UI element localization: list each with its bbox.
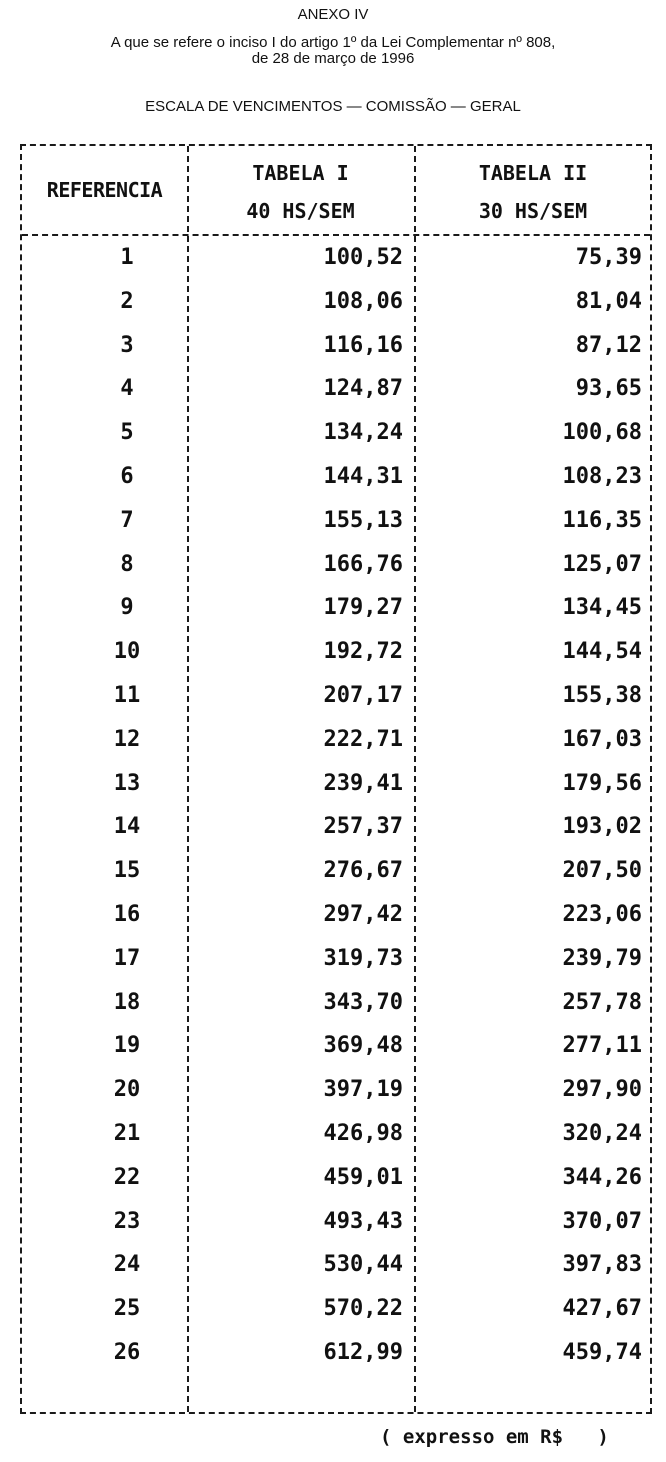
table-row [22,411,650,455]
referencia-cell: 20 [113,1077,141,1103]
tabela-1-cell: 397,19 [323,1077,403,1103]
table-row [22,543,650,587]
table-row [22,630,650,674]
tabela-1-cell: 570,22 [323,1296,403,1322]
referencia-cell: 3 [120,332,134,358]
referencia-cell: 8 [120,551,134,577]
referencia-cell: 15 [113,858,141,884]
referencia-cell: 16 [113,901,141,927]
tabela-1-cell: 207,17 [323,682,403,708]
referencia-cell: 11 [113,682,141,708]
table-row [22,586,650,630]
tabela-1-cell: 239,41 [323,770,403,796]
tabela-2-cell: 155,38 [562,682,642,708]
tabela-1-cell: 369,48 [323,1033,403,1059]
tabela-2-cell: 239,79 [562,945,642,971]
tabela-2-cell: 370,07 [562,1208,642,1234]
table-row [22,499,650,543]
referencia-cell: 26 [113,1339,141,1365]
tabela-1-cell: 612,99 [323,1339,403,1365]
table-row [22,762,650,806]
referencia-cell: 6 [120,463,134,489]
tabela-1-cell: 426,98 [323,1120,403,1146]
column-header-tabela-1 [187,154,414,230]
referencia-cell: 23 [113,1208,141,1234]
referencia-cell: 2 [120,288,134,314]
table-row [22,280,650,324]
column-header-referencia: REFERENCIA [46,178,163,202]
tabela-2-hours: 30 HS/SEM [478,199,588,223]
tabela-2-cell: 223,06 [562,901,642,927]
tabela-2-cell: 100,68 [562,420,642,446]
table-row [22,937,650,981]
table-row [22,1243,650,1287]
tabela-2-cell: 277,11 [562,1033,642,1059]
tabela-2-cell: 193,02 [562,814,642,840]
tabela-2-cell: 427,67 [562,1296,642,1322]
annex-title: ANEXO IV [297,6,369,23]
table-row [22,805,650,849]
table-row [22,324,650,368]
referencia-cell: 4 [120,376,134,402]
table-row [22,1200,650,1244]
referencia-cell: 17 [113,945,141,971]
table-row [22,849,650,893]
tabela-1-cell: 276,67 [323,858,403,884]
tabela-1-cell: 166,76 [323,551,403,577]
referencia-cell: 25 [113,1296,141,1322]
tabela-1-cell: 100,52 [323,245,403,270]
referencia-cell: 22 [113,1164,141,1190]
table-row [22,718,650,762]
tabela-1-cell: 257,37 [323,814,403,840]
tabela-2-cell: 134,45 [562,595,642,621]
tabela-2-cell: 116,35 [562,507,642,533]
table-row [22,236,650,280]
table-row [22,893,650,937]
tabela-2-cell: 87,12 [575,332,642,358]
tabela-1-cell: 108,06 [323,288,403,314]
referencia-cell: 21 [113,1120,141,1146]
referencia-cell: 14 [113,814,141,840]
tabela-2-cell: 207,50 [562,858,642,884]
tabela-2-cell: 320,24 [562,1120,642,1146]
table-body [22,236,650,1375]
currency-note: ( expresso em R$ ) [380,1426,609,1448]
table-row [22,981,650,1025]
tabela-1-cell: 222,71 [323,726,403,752]
table-row [22,1024,650,1068]
tabela-2-cell: 81,04 [575,288,642,314]
reference-line-1: A que se refere o inciso I do artigo 1º da Lei Complementar nº 808, [110,34,556,51]
table-row [22,367,650,411]
referencia-cell: 5 [120,420,134,446]
table-row [22,674,650,718]
tabela-2-cell: 459,74 [562,1339,642,1365]
tabela-1-cell: 530,44 [323,1252,403,1278]
tabela-1-hours: 40 HS/SEM [246,199,355,223]
referencia-cell: 12 [113,726,141,752]
tabela-2-cell: 144,54 [562,639,642,665]
tabela-1-cell: 493,43 [323,1208,403,1234]
referencia-cell: 24 [113,1252,141,1278]
tabela-2-cell: 125,07 [562,551,642,577]
tabela-2-cell: 297,90 [562,1077,642,1103]
tabela-2-cell: 179,56 [562,770,642,796]
referencia-cell: 13 [113,770,141,796]
table-row [22,455,650,499]
tabela-1-cell: 124,87 [323,376,403,402]
tabela-1-cell: 343,70 [323,989,403,1015]
tabela-1-name: TABELA I [252,161,349,185]
referencia-cell: 10 [113,639,141,665]
tabela-1-cell: 134,24 [323,420,403,446]
table-row [22,1156,650,1200]
tabela-2-cell: 108,23 [562,463,642,489]
referencia-cell: 9 [120,595,134,621]
tabela-1-cell: 116,16 [323,332,403,358]
tabela-1-cell: 459,01 [323,1164,403,1190]
tabela-1-cell: 179,27 [323,595,403,621]
column-header-tabela-2 [414,154,652,230]
tabela-2-cell: 257,78 [562,989,642,1015]
scale-title: ESCALA DE VENCIMENTOS — COMISSÃO — GERAL [145,98,521,115]
tabela-2-cell: 344,26 [562,1164,642,1190]
tabela-2-name: TABELA II [478,161,588,185]
table-row [22,1287,650,1331]
referencia-cell: 1 [120,245,134,270]
tabela-2-cell: 167,03 [562,726,642,752]
tabela-1-cell: 297,42 [323,901,403,927]
tabela-2-cell: 397,83 [562,1252,642,1278]
salary-table [20,144,652,1414]
referencia-cell: 19 [113,1033,141,1059]
tabela-2-cell: 93,65 [575,376,642,402]
tabela-1-cell: 192,72 [323,639,403,665]
referencia-cell: 18 [113,989,141,1015]
table-row [22,1068,650,1112]
table-row [22,1331,650,1375]
tabela-1-cell: 319,73 [323,945,403,971]
tabela-1-cell: 144,31 [323,463,403,489]
referencia-cell: 7 [120,507,134,533]
reference-line-2: de 28 de março de 1996 [251,50,415,67]
tabela-2-cell: 75,39 [575,245,642,270]
tabela-1-cell: 155,13 [323,507,403,533]
table-row [22,1112,650,1156]
